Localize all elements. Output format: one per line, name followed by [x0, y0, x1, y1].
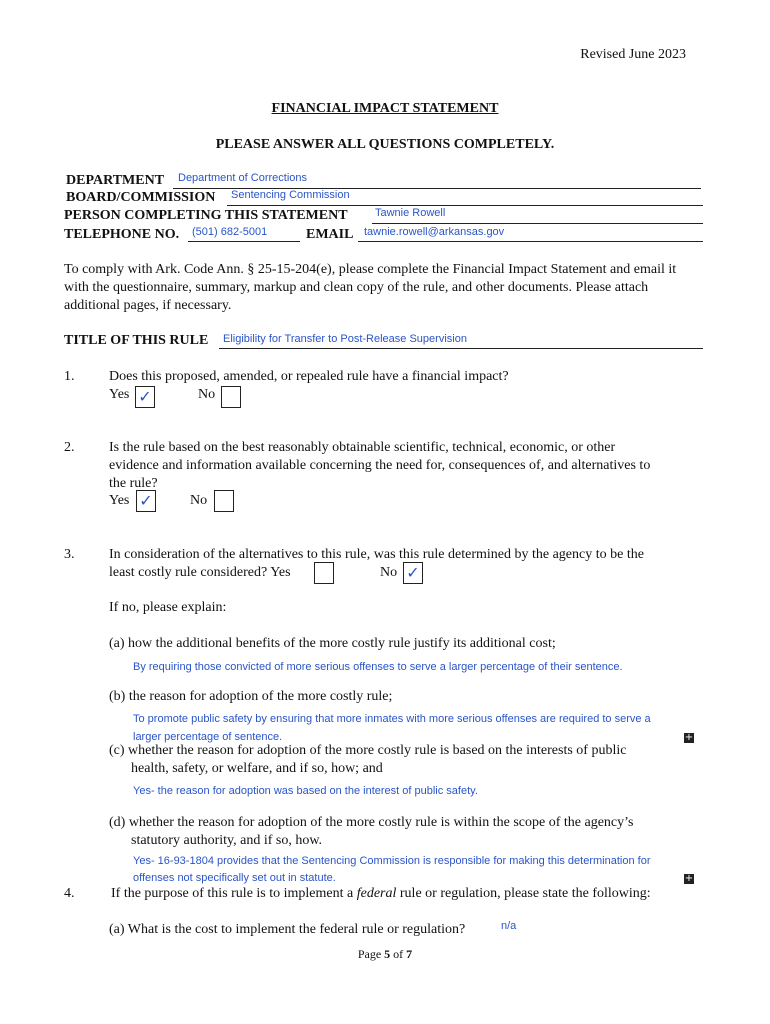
q2-number: 2. [64, 440, 75, 455]
revised-date: Revised June 2023 [580, 47, 686, 62]
page-pre: Page [357, 947, 385, 961]
q3-line1: In consideration of the alternatives to this rule, was this rule determined by the agency to be the [109, 547, 644, 562]
q3-no-checkbox[interactable] [403, 562, 423, 584]
intro-paragraph: To comply with Ark. Code Ann. § 25-15-204(e), please complete the Financial Impact Statement and email it with the questionnaire, summary, markup and clean copy of the rule, and other documents. Please attach additional pages, if necessary. [64, 262, 677, 313]
q2-no-checkbox[interactable] [214, 490, 234, 512]
q1-text: Does this proposed, amended, or repealed rule have a financial impact? [109, 369, 509, 384]
q2-line1: Is the rule based on the best reasonably obtainable scientific, technical, economic, or other [109, 440, 616, 455]
q4-text-pre: If the purpose of this rule is to implement a [111, 886, 357, 901]
checkmark-icon: ✓ [139, 491, 153, 510]
q4-number: 4. [64, 886, 75, 901]
board-label: BOARD/COMMISSION [66, 190, 216, 205]
email-label: EMAIL [306, 227, 354, 242]
q3d-answer-line1[interactable]: Yes- 16-93-1804 provides that the Sentencing Commission is responsible for making this determination for [133, 855, 651, 867]
department-field[interactable]: Department of Corrections [178, 172, 307, 184]
checkmark-icon: ✓ [138, 387, 152, 406]
q3c-line2: health, safety, or welfare, and if so, how; and [131, 761, 383, 776]
q3-explain-label: If no, please explain: [109, 600, 227, 615]
q1-yes-label: Yes [109, 387, 130, 402]
q4a-answer[interactable]: n/a [501, 920, 517, 932]
q4-text [111, 886, 651, 902]
q1-yes-checkbox[interactable] [135, 386, 155, 408]
telephone-label: TELEPHONE NO. [64, 227, 180, 242]
page-title: FINANCIAL IMPACT STATEMENT [271, 101, 499, 116]
q1-no-label: No [198, 387, 216, 402]
q2-no-label: No [190, 493, 208, 508]
q3b-answer-line2[interactable]: larger percentage of sentence. [133, 731, 283, 743]
page-number [0, 947, 770, 962]
q3a-answer[interactable]: By requiring those convicted of more serious offenses to serve a larger percentage of their sentence. [133, 661, 623, 673]
q2-line3: the rule? [109, 476, 158, 491]
page-mid: of [390, 947, 407, 961]
q3d-answer-line2[interactable]: offenses not specifically set out in statute. [133, 872, 336, 884]
plus-icon[interactable]: + [684, 873, 694, 884]
q3-yes-checkbox[interactable] [314, 562, 334, 584]
page-total: 7 [406, 947, 413, 961]
q3b-text: (b) the reason for adoption of the more costly rule; [109, 689, 393, 704]
page-current: 5 [384, 947, 391, 961]
q3a-text: (a) how the additional benefits of the more costly rule justify its additional cost; [109, 636, 556, 651]
rule-title-label: TITLE OF THIS RULE [64, 333, 209, 348]
person-field[interactable]: Tawnie Rowell [375, 207, 446, 219]
page-subtitle: PLEASE ANSWER ALL QUESTIONS COMPLETELY. [215, 137, 555, 152]
person-label: PERSON COMPLETING THIS STATEMENT [64, 208, 348, 223]
person-underline [372, 223, 703, 224]
board-field[interactable]: Sentencing Commission [231, 189, 350, 201]
q3d-line2: statutory authority, and if so, how. [131, 833, 323, 848]
q3-line2: least costly rule considered? Yes [109, 565, 291, 580]
q3d-line1: (d) whether the reason for adoption of the more costly rule is within the scope of the agency’s [109, 815, 634, 830]
department-label: DEPARTMENT [66, 173, 165, 188]
q1-no-checkbox[interactable] [221, 386, 241, 408]
q4a-text: (a) What is the cost to implement the federal rule or regulation? [109, 922, 466, 937]
q4-text-emphasis: federal [356, 886, 397, 901]
board-underline [227, 205, 703, 206]
q2-yes-checkbox[interactable] [136, 490, 156, 512]
checkmark-icon: ✓ [406, 563, 420, 582]
email-underline [358, 241, 703, 242]
telephone-underline [188, 241, 300, 242]
q2-line2: evidence and information available concerning the need for, consequences of, and alternatives to [109, 458, 651, 473]
q1-number: 1. [64, 369, 75, 384]
q2-yes-label: Yes [109, 493, 130, 508]
q3-number: 3. [64, 547, 75, 562]
rule-title-field[interactable]: Eligibility for Transfer to Post-Release Supervision [223, 333, 467, 345]
telephone-field[interactable]: (501) 682-5001 [192, 226, 268, 238]
q3c-answer[interactable]: Yes- the reason for adoption was based on the interest of public safety. [133, 785, 478, 797]
q3c-line1: (c) whether the reason for adoption of the more costly rule is based on the interests of public [109, 743, 627, 758]
q3b-answer-line1[interactable]: To promote public safety by ensuring that more inmates with more serious offenses are required to serve a [133, 713, 651, 725]
q4-text-post: rule or regulation, please state the following: [396, 886, 651, 901]
q3-no-label: No [380, 565, 398, 580]
plus-icon[interactable]: + [684, 732, 694, 743]
rule-title-underline [219, 348, 703, 349]
email-field[interactable]: tawnie.rowell@arkansas.gov [364, 226, 505, 238]
